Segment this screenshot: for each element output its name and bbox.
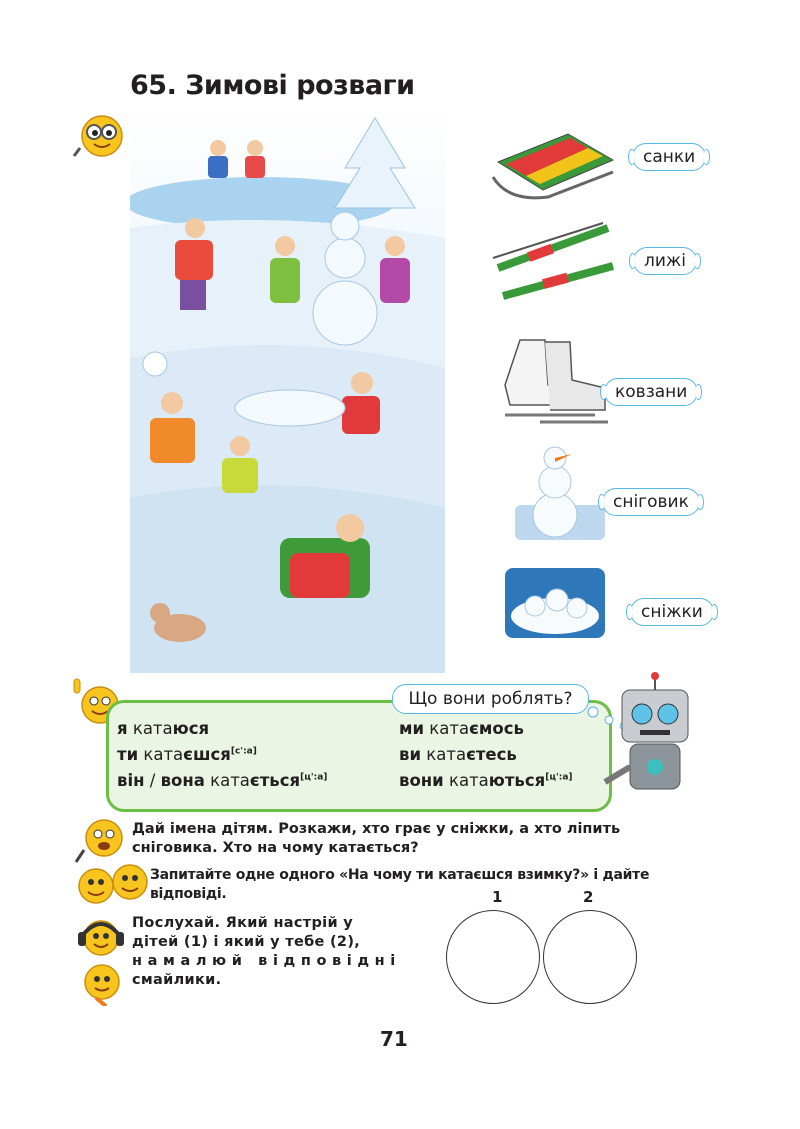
page-title: 65. Зимові розваги bbox=[130, 70, 415, 101]
conj-row-my: ми катаємось bbox=[399, 719, 524, 738]
smiley-microphone-icon bbox=[72, 816, 130, 866]
smiley-pencil-icon bbox=[76, 960, 128, 1006]
item-label-snowballs: сніжки bbox=[630, 598, 714, 626]
task-2: Запитайте одне одного «На чому ти катаєшся взимку?» і дайте відповіді. bbox=[150, 867, 650, 902]
conj-row-ya: я катаюся bbox=[117, 719, 210, 738]
circle-label-1: 1 bbox=[492, 888, 503, 906]
conj-row-vony: вони катаються[ц':а] bbox=[399, 771, 573, 790]
smiley-magnifier-icon bbox=[72, 108, 128, 160]
robot-icon bbox=[600, 672, 710, 812]
page-number: 71 bbox=[380, 1027, 408, 1051]
item-label-snowman: сніговик bbox=[602, 488, 700, 516]
item-label-skis: лижі bbox=[633, 247, 697, 275]
item-label-skates: ковзани bbox=[604, 378, 698, 406]
question-bubble: Що вони роблять? bbox=[392, 684, 589, 714]
conj-row-ty: ти катаєшся[с':а] bbox=[117, 745, 257, 764]
skis-icon bbox=[488, 218, 618, 308]
conj-row-vy: ви катаєтесь bbox=[399, 745, 517, 764]
conjugation-box bbox=[106, 700, 612, 812]
snowballs-icon bbox=[505, 568, 605, 643]
conj-row-vin-vona: він / вона катається[ц':а] bbox=[117, 771, 328, 790]
task-1: Дай імена дітям. Розкажи, хто грає у сніжки, а хто ліпить сніговика. Хто на чому катається? bbox=[132, 821, 621, 856]
smiley-headphones-icon bbox=[74, 912, 128, 960]
sled-icon bbox=[488, 132, 618, 212]
drawing-circle-1[interactable] bbox=[446, 910, 540, 1004]
drawing-circle-2[interactable] bbox=[543, 910, 637, 1004]
item-label-sled: санки bbox=[632, 143, 706, 171]
circle-label-2: 2 bbox=[583, 888, 594, 906]
task-3: Послухай. Який настрій у дітей (1) і який у тебе (2), намалюй відповідні смайлики. bbox=[132, 915, 401, 988]
skates-icon bbox=[500, 330, 610, 430]
two-smileys-icon bbox=[76, 862, 152, 908]
winter-scene-illustration bbox=[130, 108, 445, 673]
snowman-icon bbox=[510, 440, 605, 540]
